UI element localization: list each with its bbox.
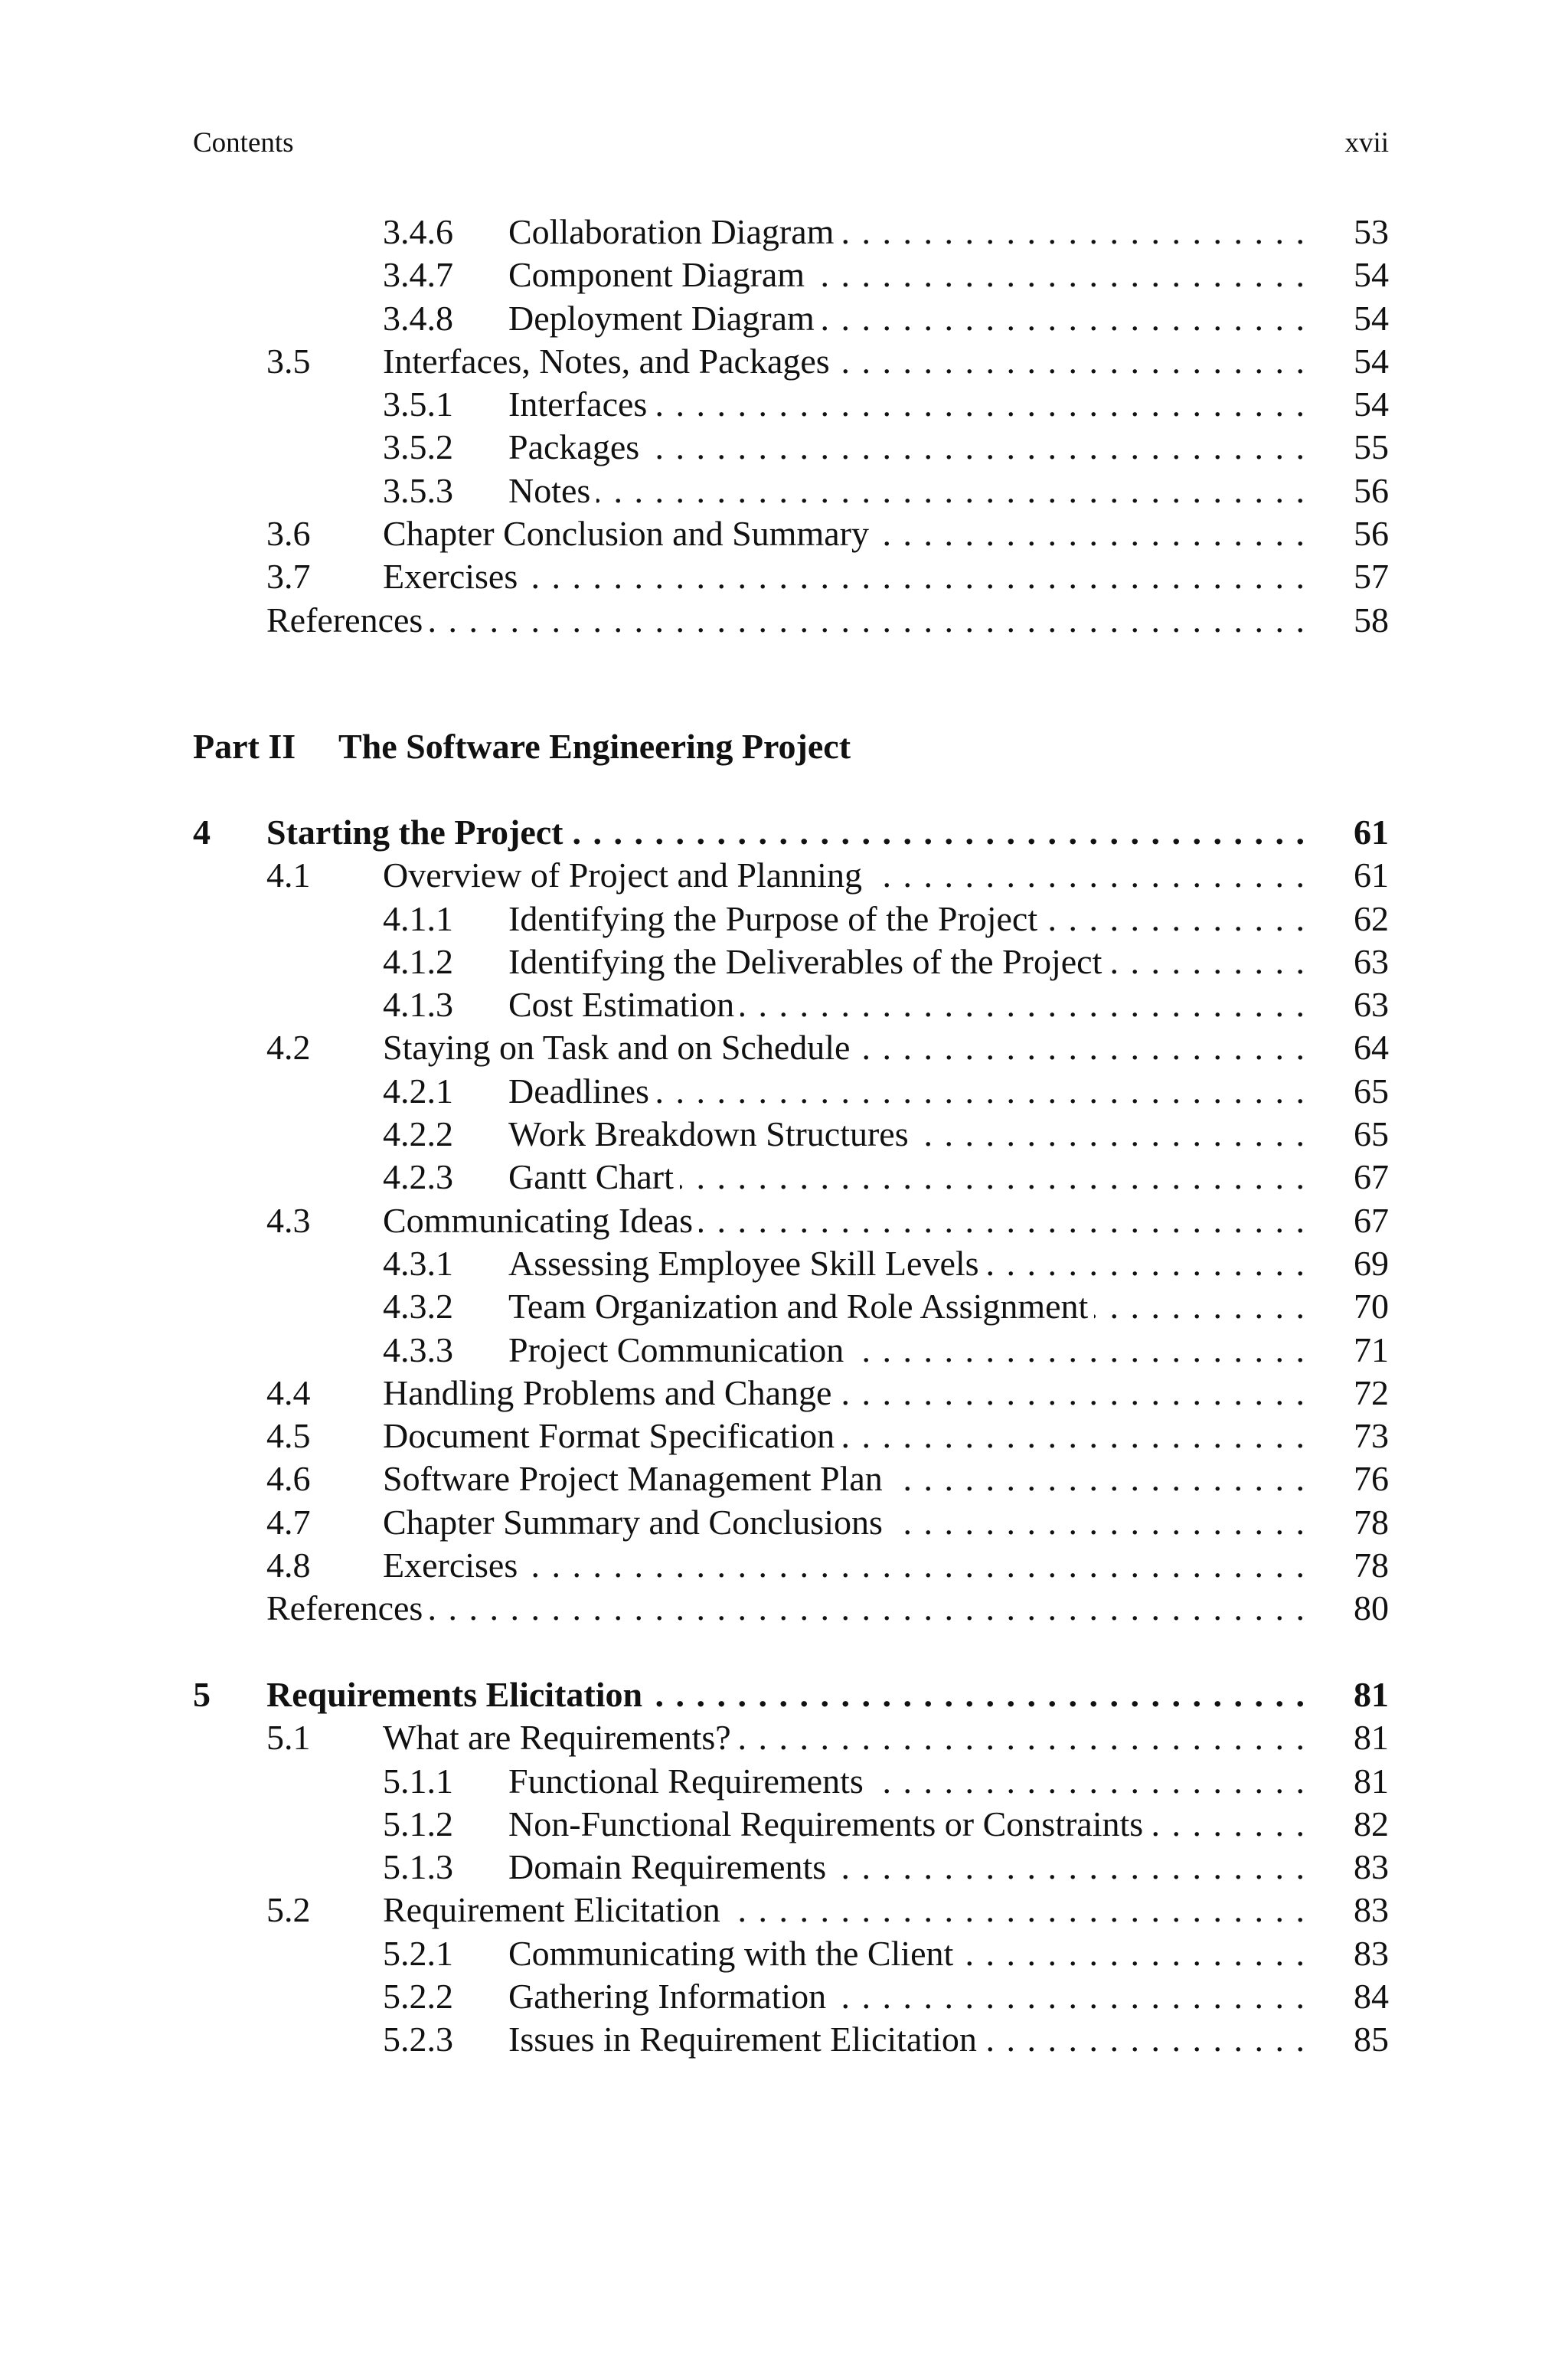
part-heading [193,724,1389,770]
toc-entry-page: 72 [1354,1372,1389,1412]
toc-entry-page: 54 [1354,384,1389,424]
toc-entry-title: Non-Functional Requirements or Constraints [508,1804,1149,1843]
toc-entry-title-with-leader [508,2018,1306,2061]
toc-entry-title-with-leader [508,1803,1306,1846]
toc-entry-page: 57 [1354,557,1389,597]
toc-entry [193,426,1389,469]
toc-block-chapter-3 [193,211,1389,642]
toc-entry-title: Exercises [383,1546,524,1585]
running-header [193,126,1389,161]
toc-entry-number: 3.5.3 [383,470,453,510]
toc-entry-title-with-leader [383,854,1306,897]
toc-entry-title: Gantt Chart [508,1157,680,1196]
toc-entry-title: Deployment Diagram [508,299,821,338]
toc-entry-title-with-leader [383,1544,1306,1587]
toc-entry-number: 5.2.3 [383,2020,453,2059]
toc-entry [193,1544,1389,1587]
toc-entry-page: 81 [1354,1718,1389,1758]
toc-entry [193,469,1389,512]
toc-entry-title: Chapter Conclusion and Summary [383,514,875,553]
toc-entry-page: 63 [1354,941,1389,981]
toc-entry [193,1846,1389,1889]
toc-entry-page: 83 [1354,1847,1389,1887]
toc-entry-title: Deadlines [508,1071,655,1110]
toc-entry-page: 76 [1354,1459,1389,1499]
toc-entry-title-with-leader [508,211,1306,254]
toc-entry-page: 78 [1354,1502,1389,1542]
toc-entry [193,555,1389,598]
toc-entry-page: 82 [1354,1804,1389,1843]
toc-entry-title: Functional Requirements [508,1761,870,1801]
part-title: The Software Engineering Project [338,727,851,766]
toc-entry [193,340,1389,383]
toc-entry-title: Requirements Elicitation [266,1675,648,1714]
toc-entry-title-with-leader [508,1113,1306,1156]
toc-entry-page: 65 [1354,1114,1389,1154]
toc-entry-number: 3.4.6 [383,212,453,251]
toc-entry-number: 3.7 [266,557,311,597]
toc-entry-page: 85 [1354,2020,1389,2059]
toc-entry-number: 4.1.3 [383,985,453,1025]
toc-entry-number: 4.5 [266,1416,311,1456]
toc-entry [193,811,1389,854]
toc-entry-page: 63 [1354,985,1389,1025]
toc-entry-title: Exercises [383,557,524,596]
toc-entry-number: 5.1.2 [383,1804,453,1843]
toc-entry-number: 4.2.2 [383,1114,453,1154]
toc-entry-page: 54 [1354,298,1389,338]
toc-entry [193,898,1389,940]
toc-block-chapter-4 [193,811,1389,1631]
toc-entry-page: 81 [1354,1761,1389,1801]
toc-entry-page: 58 [1354,600,1389,639]
toc-entry [193,1803,1389,1846]
toc-entry-title-with-leader [383,1889,1306,1932]
toc-entry-title: Interfaces, Notes, and Packages [383,342,836,381]
toc-entry-title: Handling Problems and Change [383,1373,838,1412]
toc-entry-title-with-leader [508,1156,1306,1199]
toc-entry-title-with-leader [508,383,1306,426]
toc-entry-title: Component Diagram [508,255,811,294]
toc-entry-page: 54 [1354,341,1389,381]
toc-entry-number: 4.6 [266,1459,311,1499]
toc-entry [193,854,1389,897]
toc-entry [193,983,1389,1026]
toc-entry-title: What are Requirements? [383,1718,737,1757]
toc-entry [193,1889,1389,1932]
toc-entry-number: 3.5.2 [383,427,453,467]
toc-entry [193,383,1389,426]
toc-entry-number: 5.2 [266,1890,311,1930]
toc-entry-title: Starting the Project [266,813,569,852]
toc-entry-title-with-leader [383,1501,1306,1544]
toc-entry-number: 4 [193,813,211,852]
toc-block-chapter-5 [193,1673,1389,2062]
toc-entry-page: 53 [1354,212,1389,251]
toc-entry [193,940,1389,983]
toc-entry-page: 70 [1354,1287,1389,1326]
toc-entry-page: 62 [1354,898,1389,938]
toc-entry-title-with-leader [508,1242,1306,1285]
toc-entry-page: 61 [1354,813,1389,852]
toc-entry-number: 4.4 [266,1372,311,1412]
toc-entry-title-with-leader [508,940,1306,983]
toc-entry-title: Communicating with the Client [508,1934,959,1973]
toc-entry [193,1975,1389,2018]
toc-entry-title-with-leader [383,1372,1306,1415]
toc-entry-title-with-leader [508,1760,1306,1803]
toc-entry-number: 5.1 [266,1718,311,1758]
toc-entry-title: Interfaces [508,384,653,424]
toc-entry [193,1199,1389,1242]
toc-entry-number: 4.1 [266,855,311,895]
toc-entry [193,1070,1389,1113]
toc-entry-number: 4.8 [266,1546,311,1585]
page-number-roman: xvii [1344,127,1389,159]
toc-entry-page: 83 [1354,1933,1389,1973]
toc-entry-page: 64 [1354,1028,1389,1068]
toc-entry [193,254,1389,296]
toc-entry-number: 5.2.1 [383,1933,453,1973]
toc-entry-title: Software Project Management Plan [383,1459,889,1498]
toc-entry-page: 78 [1354,1546,1389,1585]
toc-entry-title-with-leader [508,469,1306,512]
toc-entry [193,1329,1389,1372]
toc-entry-title-with-leader [508,1285,1306,1328]
toc-entry [193,1242,1389,1285]
toc-entry-number: 4.3 [266,1200,311,1240]
toc-entry-number: 3.5 [266,341,311,381]
toc-entry-page: 67 [1354,1200,1389,1240]
toc-entry [193,1113,1389,1156]
toc-entry-title: Assessing Employee Skill Levels [508,1244,985,1283]
toc-references-entry [193,599,1389,642]
toc-entry [193,297,1389,340]
toc-entry-title-with-leader [383,340,1306,383]
toc-references-entry [193,1587,1389,1630]
toc-entry-title: Requirement Elicitation [383,1890,727,1929]
toc-entry-title-with-leader [383,555,1306,598]
toc-entry [193,1415,1389,1457]
toc-entry-number: 3.5.1 [383,384,453,424]
toc-entry-page: 71 [1354,1330,1389,1369]
toc-entry [193,1501,1389,1544]
toc-entry-number: 4.2.1 [383,1071,453,1110]
toc-entry-title-with-leader [266,811,1306,854]
toc-entry-number: 3.4.8 [383,298,453,338]
toc-entry-title-with-leader [508,254,1306,296]
toc-entry-title-with-leader [508,1975,1306,2018]
toc-entry-number: 4.3.3 [383,1330,453,1369]
toc-entry [193,1673,1389,1716]
toc-entry-page: 69 [1354,1243,1389,1283]
toc-entry-page: 55 [1354,427,1389,467]
toc-entry-title: Staying on Task and on Schedule [383,1028,856,1067]
toc-entry-number: 5.1.1 [383,1761,453,1801]
toc-entry [193,1156,1389,1199]
toc-entry [193,1372,1389,1415]
toc-entry-title: Notes [508,471,596,510]
toc-entry-title: Communicating Ideas [383,1201,699,1240]
toc-entry-page: 81 [1354,1675,1389,1714]
toc-entry-number: 4.3.1 [383,1243,453,1283]
toc-entry-page: 54 [1354,255,1389,295]
toc-entry-number: 5.2.2 [383,1977,453,2017]
toc-entry-page: 80 [1354,1588,1389,1628]
toc-entry-number: 4.7 [266,1502,311,1542]
toc-entry [193,1932,1389,1975]
toc-entry-number: 4.2 [266,1028,311,1068]
toc-entry-number: 3.4.7 [383,255,453,295]
part-label: Part II [193,727,296,766]
toc-entry [193,211,1389,254]
toc-entry-title: Issues in Requirement Elicitation [508,2020,983,2059]
toc-entry-title-with-leader [266,599,1306,642]
toc-entry-page: 73 [1354,1416,1389,1456]
toc-entry-title: Project Communication [508,1330,850,1369]
toc-entry [193,1026,1389,1069]
toc-entry-title-with-leader [383,1199,1306,1242]
toc-entry-title: Team Organization and Role Assignment [508,1287,1094,1326]
running-header-title: Contents [193,127,294,159]
toc-entry-page: 65 [1354,1071,1389,1110]
toc-entry-title: Document Format Specification [383,1416,841,1455]
toc-entry-number: 5.1.3 [383,1847,453,1887]
toc-entry-title-with-leader [383,1415,1306,1457]
toc-entry-title-with-leader [266,1587,1306,1630]
toc-entry-title-with-leader [508,1932,1306,1975]
toc-entry-page: 56 [1354,514,1389,554]
toc-entry-title-with-leader [508,1070,1306,1113]
toc-entry-title: Work Breakdown Structures [508,1114,915,1153]
toc-entry-title-with-leader [508,1329,1306,1372]
toc-entry [193,1457,1389,1500]
toc-entry-number: 5 [193,1675,211,1714]
toc-entry-page: 61 [1354,855,1389,895]
toc-entry-title: Domain Requirements [508,1847,832,1886]
toc-entry-number: 3.6 [266,514,311,554]
toc-entry-number: 4.3.2 [383,1287,453,1326]
toc-entry-title-with-leader [508,1846,1306,1889]
toc-entry [193,1716,1389,1759]
toc-entry [193,2018,1389,2061]
toc-entry-title: Chapter Summary and Conclusions [383,1503,889,1542]
toc-entry-title: Identifying the Purpose of the Project [508,899,1044,938]
toc-entry-title: References [266,1588,429,1627]
toc-entry-number: 4.1.1 [383,898,453,938]
toc-entry-page: 84 [1354,1977,1389,2017]
toc-entry-title-with-leader [508,426,1306,469]
toc-entry-title: Packages [508,427,645,466]
toc-entry-title-with-leader [383,512,1306,555]
toc-entry-title-with-leader [383,1026,1306,1069]
toc-entry-title: Collaboration Diagram [508,212,840,251]
toc-entry-page: 67 [1354,1157,1389,1197]
toc-entry [193,1285,1389,1328]
toc-entry-title-with-leader [508,983,1306,1026]
toc-entry-title: Identifying the Deliverables of the Project [508,942,1108,981]
toc-entry-title-with-leader [383,1457,1306,1500]
toc-entry-title: Cost Estimation [508,985,740,1024]
toc-entry-title: Overview of Project and Planning [383,855,868,895]
toc-entry-number: 4.2.3 [383,1157,453,1197]
toc-entry-title-with-leader [383,1716,1306,1759]
toc-entry-number: 4.1.2 [383,941,453,981]
toc-entry-title: References [266,600,429,639]
toc-entry-title: Gathering Information [508,1977,832,2016]
toc-entry [193,512,1389,555]
toc-entry-title-with-leader [266,1673,1306,1716]
toc-entry-page: 56 [1354,470,1389,510]
toc-entry-title-with-leader [508,297,1306,340]
toc-entry-title-with-leader [508,898,1306,940]
toc-entry-page: 83 [1354,1890,1389,1930]
toc-entry [193,1760,1389,1803]
